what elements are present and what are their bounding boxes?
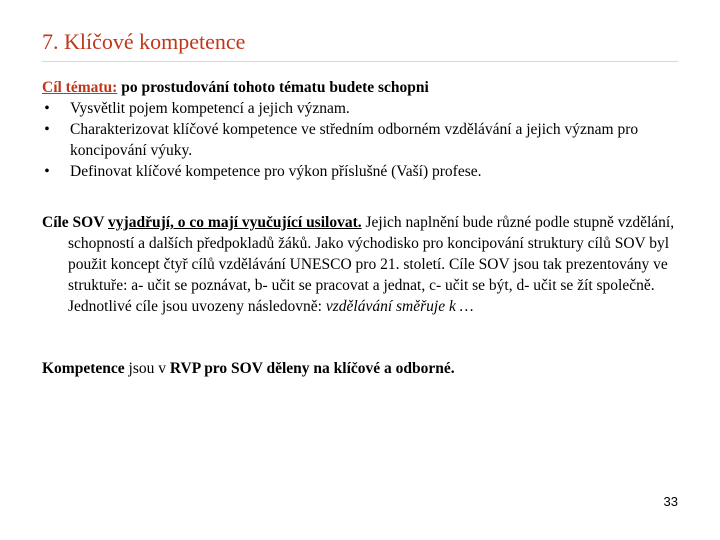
goal-list-item xyxy=(42,119,682,161)
competence-term: Kompetence xyxy=(42,360,125,377)
goal-item-text: Charakterizovat klíčové kompetence ve středním odborném vzdělávání a jejich význam pro koncipování výuky. xyxy=(70,121,639,159)
goal-list xyxy=(42,98,682,182)
paragraph-italic-tail: vzdělávání směřuje k … xyxy=(325,298,474,315)
title-divider xyxy=(42,61,678,62)
paragraph-lead-start: Cíle SOV xyxy=(42,214,109,231)
bullet-icon: • xyxy=(44,163,50,180)
competence-connector: jsou v xyxy=(124,360,170,377)
paragraph-lead-underlined: vyjadřují, o co mají vyučující usilovat. xyxy=(108,214,362,231)
goal-section xyxy=(42,77,682,182)
competence-division: RVP pro SOV děleny na klíčové a odborné. xyxy=(169,360,455,377)
goal-item-text: Definovat klíčové kompetence pro výkon příslušné (Vaší) profese. xyxy=(70,163,482,180)
page-number: 33 xyxy=(663,494,678,509)
paragraph-body: Jejich naplnění bude různé podle stupně vzdělání, schopností a dalších předpokladů žáků. Jako východisko pro koncipování struktury cílů SOV byl použit koncept čtyř cílů vzdělávání UNESCO pro 21. století. Cíle SOV jsou tak prezentovány ve struktuře: a- učit se poznávat, b- učit se pracovat a jednat, c- učit se být, d- učit se žít společně. Jednotlivé cíle jsou uvozeny následovně: xyxy=(68,214,675,315)
goal-item-text: Vysvětlit pojem kompetencí a jejich význam. xyxy=(70,100,350,117)
competence-statement xyxy=(42,358,682,379)
goal-intro xyxy=(42,77,682,98)
goal-list-item xyxy=(42,98,682,119)
goal-list-item xyxy=(42,161,682,182)
goal-intro-text: po prostudování tohoto tématu budete schopni xyxy=(117,79,429,96)
slide-title: 7. Klíčové kompetence xyxy=(42,29,246,54)
goal-label: Cíl tématu: xyxy=(42,79,118,96)
bullet-icon: • xyxy=(44,121,50,138)
sov-goals-paragraph xyxy=(42,212,678,317)
bullet-icon: • xyxy=(44,100,50,117)
